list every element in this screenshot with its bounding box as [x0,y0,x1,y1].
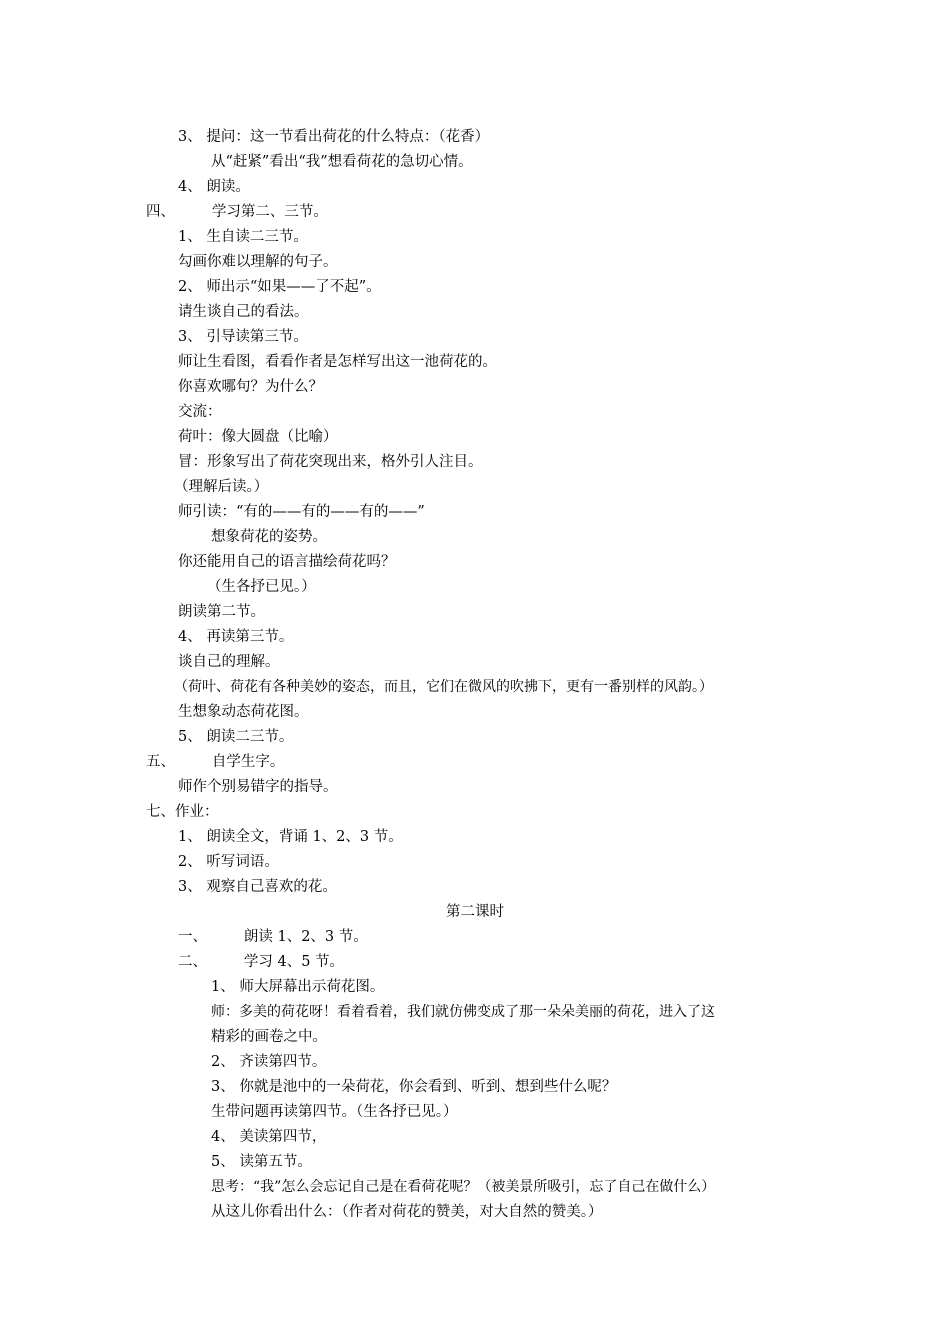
doc-line: 想象荷花的姿势。 [211,529,327,545]
doc-line: 师让生看图，看看作者是怎样写出这一池荷花的。 [178,354,497,370]
doc-line: 交流： [178,404,222,420]
doc-line: 5、 朗读二三节。 [178,729,294,745]
doc-line: 勾画你难以理解的句子。 [178,254,338,270]
doc-line: 师引读：“有的——有的——有的——” [178,504,425,520]
doc-line: 你喜欢哪句？为什么？ [178,379,323,395]
doc-line: 朗读第二节。 [178,604,265,620]
doc-line: 从这儿你看出什么：（作者对荷花的赞美，对大自然的赞美。） [211,1204,603,1220]
doc-line: （理解后读。） [174,479,269,495]
doc-line: 3、 观察自己喜欢的花。 [178,879,337,895]
doc-line: 1、 朗读全文，背诵 1、2、3 节。 [178,829,403,845]
section-heading: 一、 朗读 1、2、3 节。 [178,929,368,945]
doc-line: 从“赶紧”看出“我”想看荷花的急切心情。 [211,154,473,170]
doc-line: 2、 齐读第四节。 [211,1054,327,1070]
doc-line: 4、 朗读。 [178,179,250,195]
doc-line: 2、 师出示“如果——了不起”。 [178,279,381,295]
doc-line: （荷叶、荷花有各种美妙的姿态，而且，它们在微风的吹拂下，更有一番别样的风韵。） [174,679,713,695]
doc-line: 1、 师大屏幕出示荷花图。 [211,979,385,995]
doc-line: 荷叶：像大圆盘（比喻） [178,429,338,445]
doc-line: 2、 听写词语。 [178,854,279,870]
doc-line: 师：多美的荷花呀！看着看着，我们就仿佛变成了那一朵朵美丽的荷花，进入了这 [211,1004,715,1020]
doc-line: 4、 美读第四节， [211,1129,327,1145]
section-heading: 五、 自学生字。 [146,754,285,770]
doc-line: 3、 提问：这一节看出荷花的什么特点：（花香） [178,129,490,145]
doc-line: 5、 读第五节。 [211,1154,312,1170]
doc-line: 精彩的画卷之中。 [211,1029,327,1045]
doc-line: 谈自己的理解。 [178,654,280,670]
doc-line: 冒：形象写出了荷花突现出来，格外引人注目。 [178,454,483,470]
doc-line: 你还能用自己的语言描绘荷花吗？ [178,554,396,570]
section-heading: 七、作业： [146,804,219,820]
section-heading: 四、 学习第二、三节。 [146,204,328,220]
doc-line: 思考：“我”怎么会忘记自己是在看荷花呢？（被美景所吸引，忘了自己在做什么） [211,1179,716,1195]
doc-line: 3、 你就是池中的一朵荷花，你会看到、听到、想到些什么呢？ [211,1079,617,1095]
doc-line: （生各抒已见。） [207,579,316,595]
doc-line: 请生谈自己的看法。 [178,304,309,320]
doc-line: 师作个别易错字的指导。 [178,779,338,795]
lesson-title: 第二课时 [446,904,504,920]
doc-line: 1、 生自读二三节。 [178,229,308,245]
doc-line: 4、 再读第三节。 [178,629,294,645]
doc-line: 生想象动态荷花图。 [178,704,309,720]
doc-line: 生带问题再读第四节。（生各抒已见。） [211,1104,458,1120]
doc-line: 3、 引导读第三节。 [178,329,308,345]
section-heading: 二、 学习 4、5 节。 [178,954,345,970]
